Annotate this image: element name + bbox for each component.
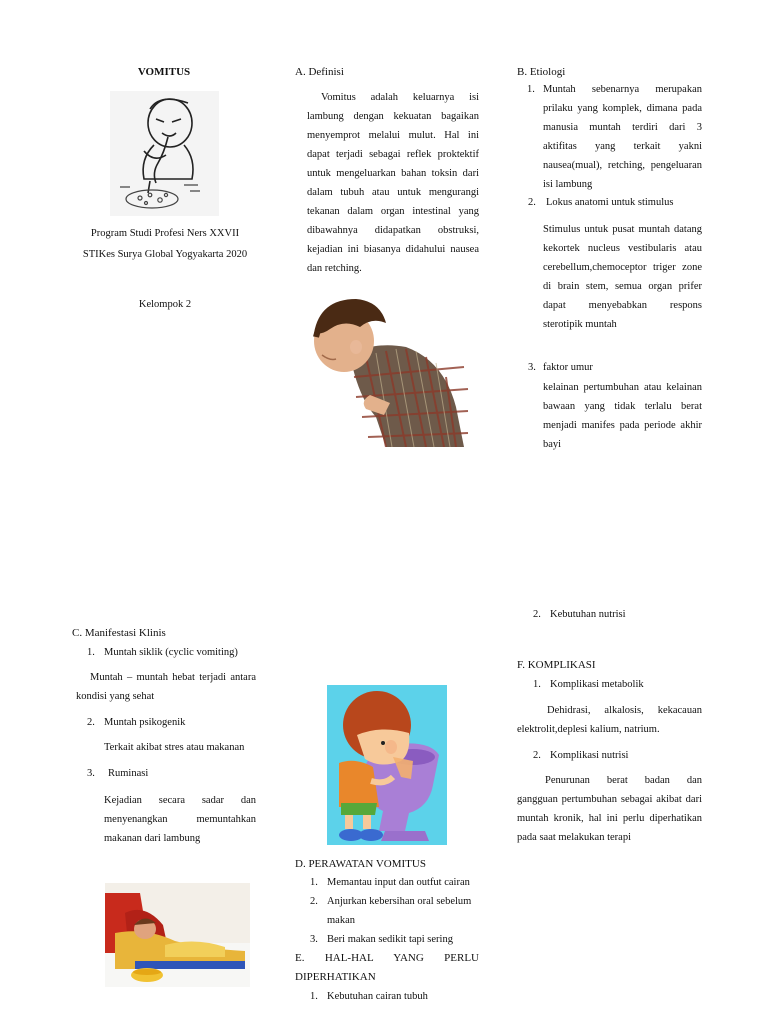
manifestasi-item-1-text: Muntah – muntah hebat terjadi antara kondisi yang sehat (76, 672, 256, 702)
group-label: Kelompok 2 (138, 299, 192, 310)
sketch-vomiting-illustration (110, 91, 219, 216)
manifestasi-item-3-number: 3. (87, 768, 95, 779)
etiologi-item-1-number: 1. (527, 84, 535, 95)
etiologi-item-2-title: Lokus anatomi untuk stimulus (546, 197, 674, 208)
halhal-item-1-number: 1. (310, 991, 318, 1002)
manifestasi-item-3-text: Kejadian secara sadar dan menyenangkan memuntahkan makanan dari lambung (104, 795, 256, 844)
manifestasi-heading: C. Manifestasi Klinis (72, 627, 166, 639)
cartoon-boy-vomiting-toilet-illustration (327, 685, 447, 845)
halhal-item-2-number: 2. (533, 609, 541, 620)
etiologi-item-3-number: 3. (528, 362, 536, 373)
boy-bending-over-photo (306, 297, 471, 447)
perawatan-item-1: Memantau input dan outfut cairan (327, 877, 470, 888)
manifestasi-item-2-number: 2. (87, 717, 95, 728)
halhal-heading: E. HAL-HAL YANG PERLU DIPERHATIKAN (295, 952, 479, 983)
manifestasi-item-3-title: Ruminasi (108, 768, 149, 779)
school-name: STIKes Surya Global Yogyakarta 2020 (82, 249, 248, 260)
manifestasi-item-2-text: Terkait akibat stres atau makanan (104, 742, 245, 753)
komplikasi-item-1-number: 1. (533, 679, 541, 690)
sick-child-on-couch-photo (105, 883, 250, 987)
komplikasi-item-2-title: Komplikasi nutrisi (550, 750, 629, 761)
komplikasi-item-1-title: Komplikasi metabolik (550, 679, 644, 690)
komplikasi-item-1-text: Dehidrasi, alkalosis, kekacauan elektrolit,deplesi kalium, natrium. (517, 705, 702, 735)
definisi-heading: A. Definisi (295, 66, 344, 78)
komplikasi-item-2-number: 2. (533, 750, 541, 761)
perawatan-item-3: Beri makan sedikit tapi sering (327, 934, 453, 945)
komplikasi-heading: F. KOMPLIKASI (517, 659, 596, 671)
perawatan-item-1-number: 1. (310, 877, 318, 888)
etiologi-item-3-title: faktor umur (543, 362, 593, 373)
etiologi-item-1-text: Muntah sebenarnya merupakan prilaku yang komplek, dimana pada manusia muntah terdiri dari 3 aktifitas yang terkait yakni nausea(mual), retching, pengeluaran isi lambung (543, 84, 702, 190)
halhal-item-1: Kebutuhan cairan tubuh (327, 991, 428, 1002)
etiologi-item-3-text: kelainan pertumbuhan atau kelainan bawaan yang tidak terlalu berat menjadi manifes pada periode akhir bayi (543, 382, 702, 450)
manifestasi-item-1-title: Muntah siklik (cyclic vomiting) (104, 647, 238, 658)
definisi-text: Vomitus adalah keluarnya isi lambung dengan kekuatan bagaikan menyemprot melalui mulut. Hal ini dapat terjadi sebagai reflek proktektif untuk mengeluarkan bahan toksin dari dalam tubuh atau untuk mengurangi tekanan dalam organ intestinal yang dibawahnya didapatkan obstruksi, kejadian ini biasanya didahului nausea dan retching. (307, 92, 479, 274)
perawatan-item-3-number: 3. (310, 934, 318, 945)
perawatan-item-2: Anjurkan kebersihan oral sebelum makan (327, 896, 472, 926)
perawatan-heading: D. PERAWATAN VOMITUS (295, 858, 426, 870)
komplikasi-item-2-text: Penurunan berat badan dan gangguan pertumbuhan sebagai akibat dari muntah kronik, hal ini perlu diperhatikan pada saat melakukan terapi (517, 775, 702, 843)
etiologi-item-2-text: Stimulus untuk pusat muntah datang kekortek nucleus vestibularis atau cerebellum,chemoceptor triger zone di brain stem, semua organ prifer dapat menyebabkan respons sterotipik muntah (543, 224, 702, 330)
manifestasi-item-1-number: 1. (87, 647, 95, 658)
leaflet-title: VOMITUS (137, 66, 191, 78)
etiologi-item-2-number: 2. (528, 197, 536, 208)
manifestasi-item-2-title: Muntah psikogenik (104, 717, 186, 728)
program-name: Program Studi Profesi Ners XXVII (90, 228, 240, 239)
perawatan-item-2-number: 2. (310, 896, 318, 907)
halhal-item-2: Kebutuhan nutrisi (550, 609, 626, 620)
etiologi-heading: B. Etiologi (517, 66, 566, 78)
